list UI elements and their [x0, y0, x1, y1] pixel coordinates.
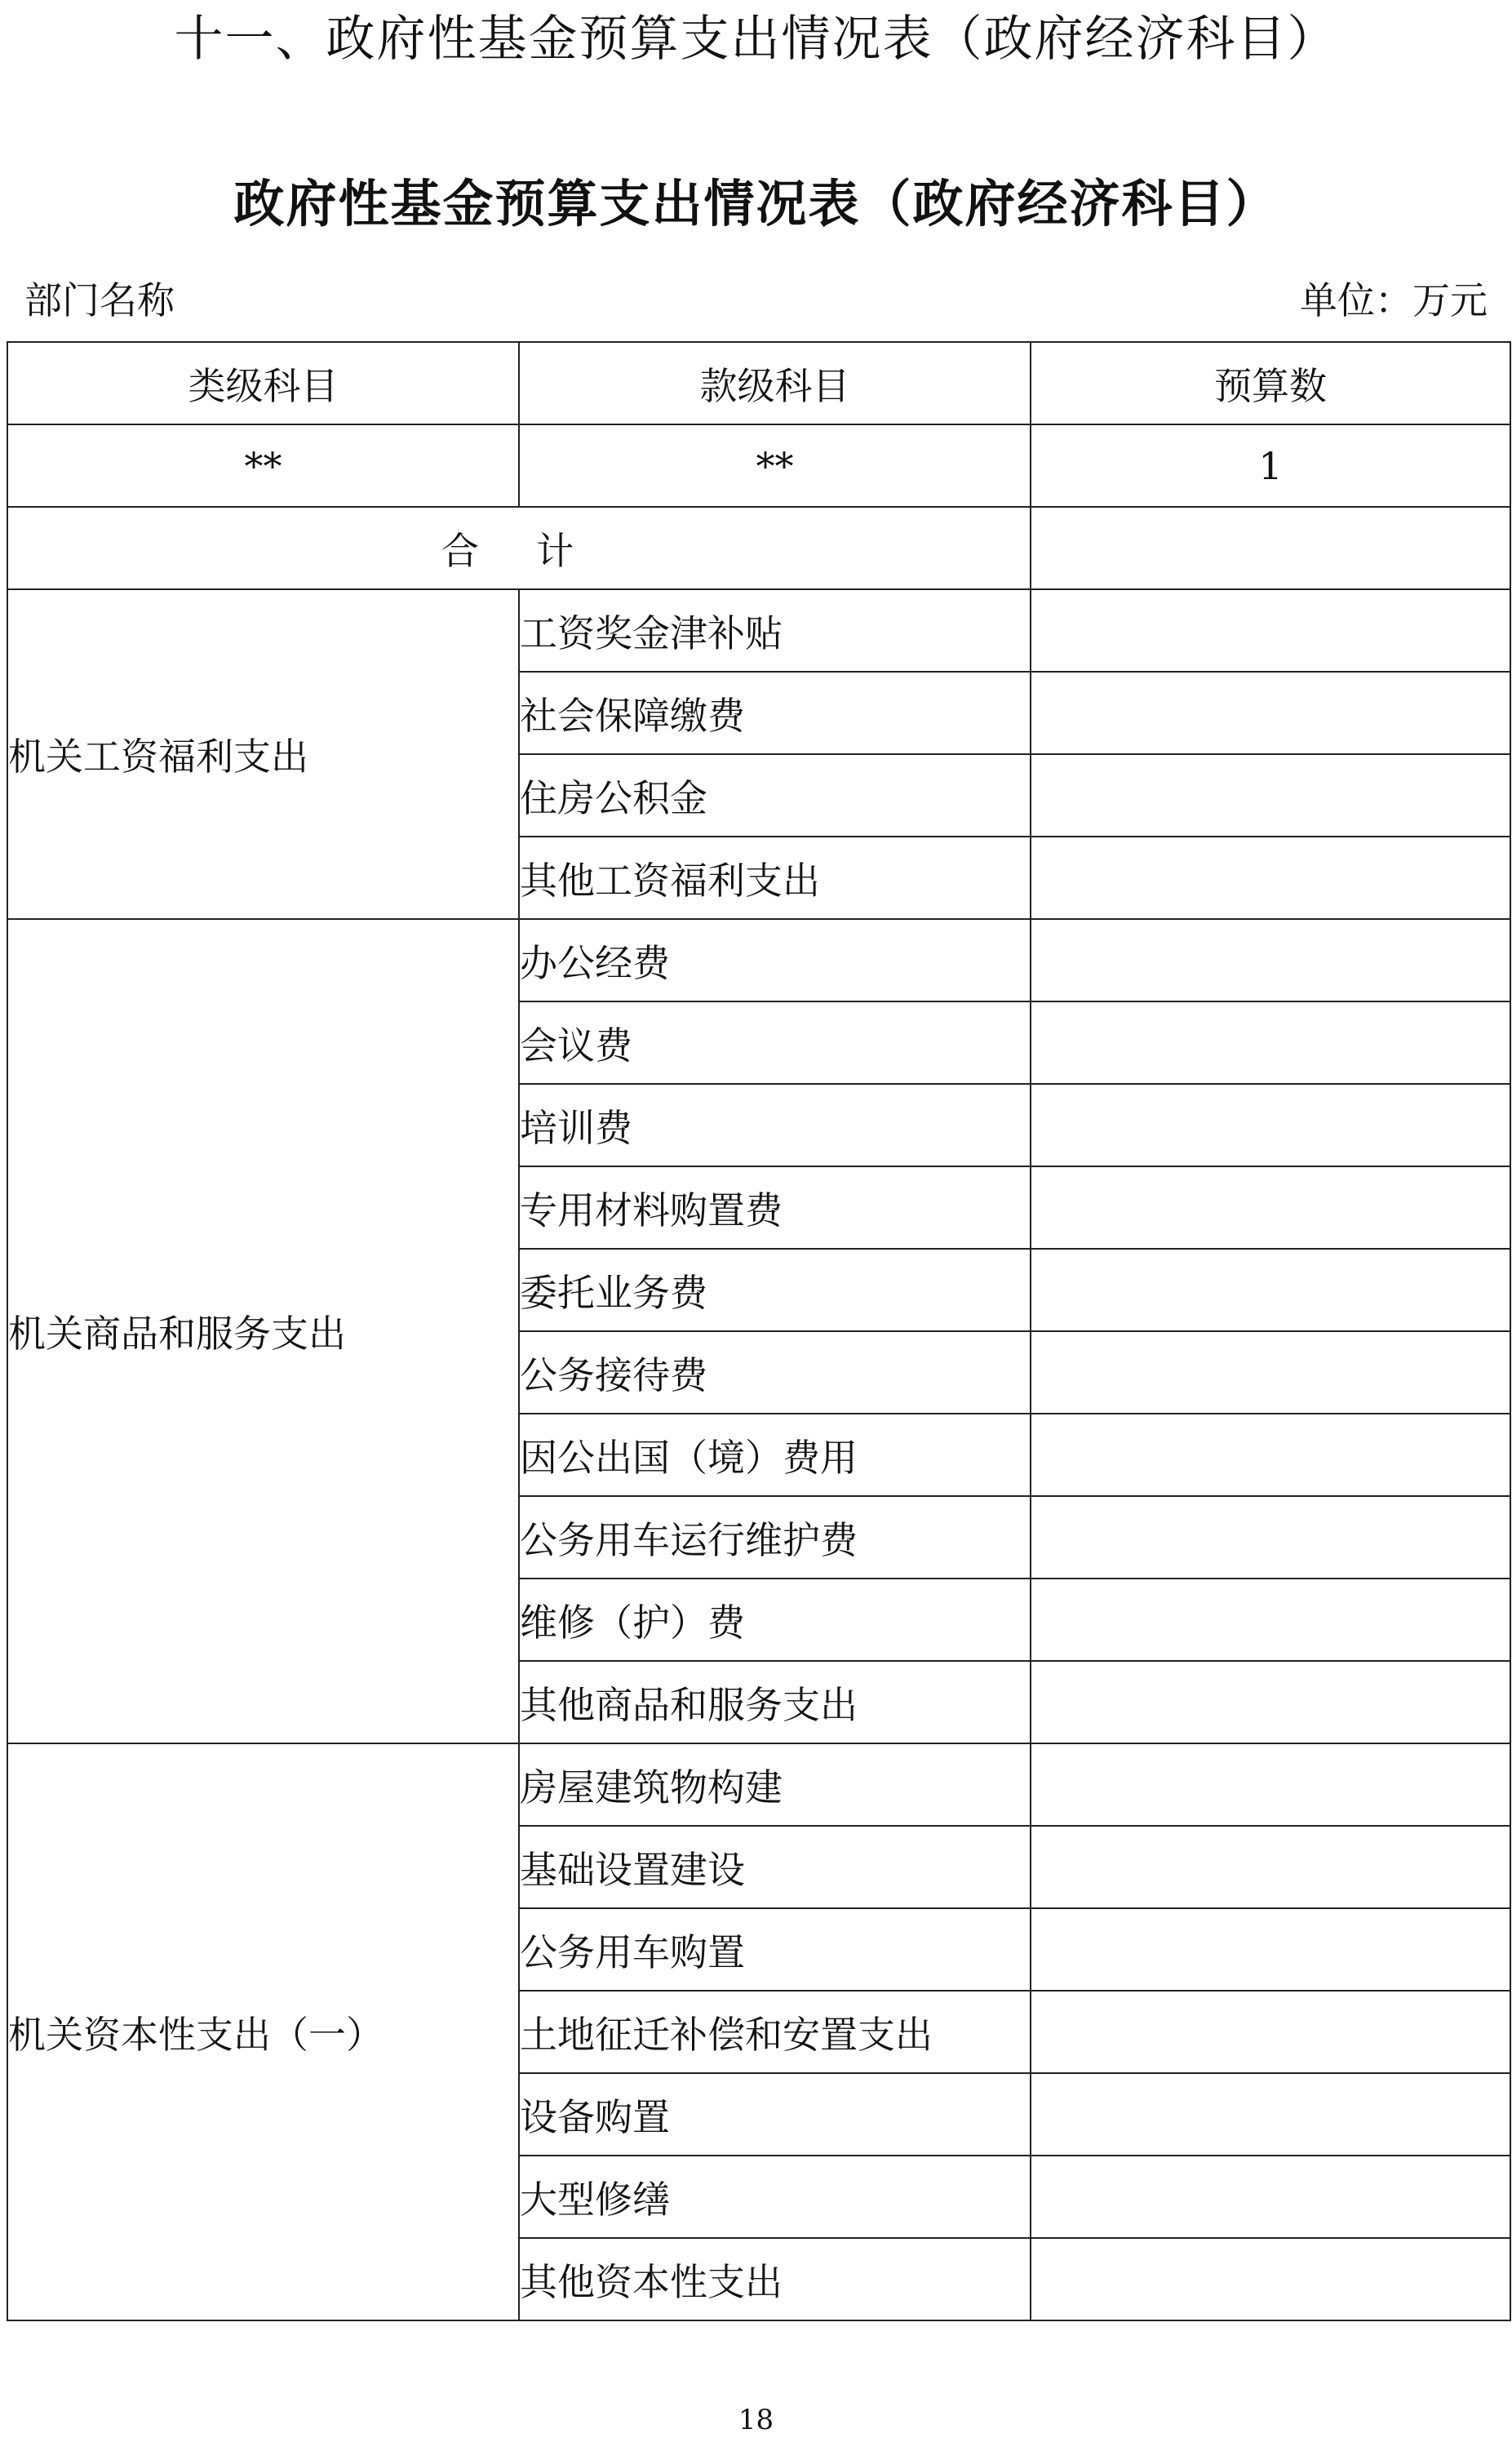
subcategory-cell: 公务用车购置: [519, 1908, 1031, 1991]
amount-cell: [1031, 1826, 1510, 1908]
subcategory-cell: 培训费: [519, 1084, 1031, 1166]
amount-cell: [1031, 837, 1510, 919]
total-label: 合 计: [7, 507, 1031, 589]
subcategory-cell: 会议费: [519, 1001, 1031, 1084]
amount-cell: [1031, 1991, 1510, 2073]
subcategory-cell: 因公出国（境）费用: [519, 1414, 1031, 1496]
column-marker-row: [7, 424, 1510, 507]
subcategory-cell: 社会保障缴费: [519, 672, 1031, 754]
amount-cell: [1031, 1908, 1510, 1991]
marker-amount: 1: [1031, 424, 1510, 507]
table-title: 政府性基金预算支出情况表（政府经济科目）: [233, 174, 1279, 233]
document-heading: 十一、政府性基金预算支出情况表（政府经济科目）: [174, 11, 1338, 68]
subcategory-cell: 维修（护）费: [519, 1579, 1031, 1661]
page-number: 18: [738, 2404, 774, 2436]
subcategory-cell: 办公经费: [519, 919, 1031, 1001]
table-row: [7, 919, 1510, 1001]
amount-cell: [1031, 1579, 1510, 1661]
column-header-category: 类级科目: [7, 342, 519, 424]
subcategory-cell: 委托业务费: [519, 1249, 1031, 1331]
amount-cell: [1031, 754, 1510, 837]
amount-cell: [1031, 1001, 1510, 1084]
subcategory-cell: 设备购置: [519, 2073, 1031, 2156]
subcategory-cell: 其他工资福利支出: [519, 837, 1031, 919]
total-row: [7, 507, 1510, 589]
subcategory-cell: 土地征迁补偿和安置支出: [519, 1991, 1031, 2073]
marker-category: **: [7, 424, 519, 507]
subcategory-cell: 住房公积金: [519, 754, 1031, 837]
subcategory-cell: 大型修缮: [519, 2156, 1031, 2238]
subcategory-cell: 其他商品和服务支出: [519, 1661, 1031, 1743]
department-name-label: 部门名称: [24, 278, 175, 322]
amount-cell: [1031, 2238, 1510, 2320]
marker-subcategory: **: [519, 424, 1031, 507]
subcategory-cell: 工资奖金津补贴: [519, 589, 1031, 672]
amount-cell: [1031, 589, 1510, 672]
amount-cell: [1031, 1414, 1510, 1496]
total-amount-cell: [1031, 507, 1510, 589]
unit-label: 单位：万元: [1300, 278, 1488, 322]
budget-table-body: [7, 342, 1510, 2320]
amount-cell: [1031, 1084, 1510, 1166]
subcategory-cell: 公务用车运行维护费: [519, 1496, 1031, 1579]
amount-cell: [1031, 1743, 1510, 1826]
amount-cell: [1031, 2073, 1510, 2156]
amount-cell: [1031, 1661, 1510, 1743]
subcategory-cell: 专用材料购置费: [519, 1166, 1031, 1249]
category-cell: 机关工资福利支出: [7, 589, 519, 919]
amount-cell: [1031, 2156, 1510, 2238]
amount-cell: [1031, 1249, 1510, 1331]
category-cell: 机关资本性支出（一）: [7, 1743, 519, 2320]
column-header-amount: 预算数: [1031, 342, 1510, 424]
subcategory-cell: 公务接待费: [519, 1331, 1031, 1414]
subcategory-cell: 基础设置建设: [519, 1826, 1031, 1908]
table-row: [7, 589, 1510, 672]
amount-cell: [1031, 1166, 1510, 1249]
subcategory-cell: 房屋建筑物构建: [519, 1743, 1031, 1826]
header-row: [7, 342, 1510, 424]
amount-cell: [1031, 919, 1510, 1001]
subcategory-cell: 其他资本性支出: [519, 2238, 1031, 2320]
amount-cell: [1031, 1331, 1510, 1414]
budget-table: [7, 341, 1511, 2321]
table-row: [7, 1743, 1510, 1826]
column-header-subcategory: 款级科目: [519, 342, 1031, 424]
amount-cell: [1031, 1496, 1510, 1579]
category-cell: 机关商品和服务支出: [7, 919, 519, 1743]
amount-cell: [1031, 672, 1510, 754]
